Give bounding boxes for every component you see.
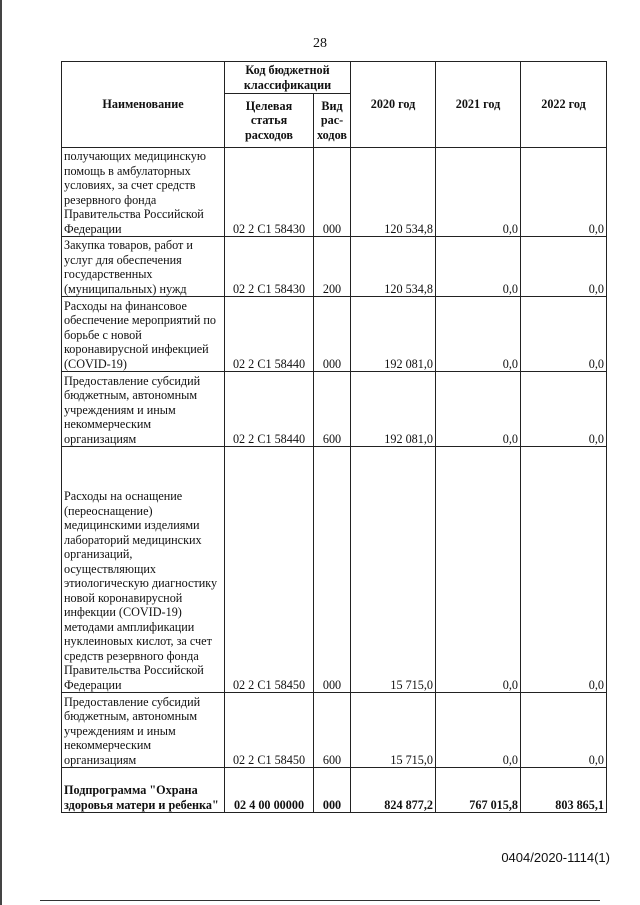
row-2021: 0,0 bbox=[436, 148, 521, 237]
row-2020: 15 715,0 bbox=[351, 693, 436, 768]
row-name: Подпрограмма "Охрана здоровья матери и ребенка" bbox=[62, 768, 225, 813]
budget-table bbox=[61, 61, 607, 813]
table-row bbox=[62, 372, 607, 447]
row-2021: 0,0 bbox=[436, 297, 521, 372]
row-name: Расходы на финансовое обеспечение мероприятий по борьбе с новой коронавирусной инфекцией (COVID-19) bbox=[62, 297, 225, 372]
header-vid: Вид рас-ходов bbox=[314, 94, 351, 148]
row-name: Предоставление субсидий бюджетным, автономным учреждениям и иным некоммерческим организациям bbox=[62, 693, 225, 768]
row-2020: 192 081,0 bbox=[351, 297, 436, 372]
row-2021: 0,0 bbox=[436, 447, 521, 693]
table-row bbox=[62, 297, 607, 372]
row-2020: 15 715,0 bbox=[351, 447, 436, 693]
row-2020: 120 534,8 bbox=[351, 148, 436, 237]
row-2020: 192 081,0 bbox=[351, 372, 436, 447]
row-name: Расходы на оснащение (переоснащение) медицинскими изделиями лабораторий медицинских организаций, осуществляющих этиологическую диагностику новой коронавирусной инфекции (COVID-19) методами амплификации нуклеиновых кислот, за счет средств резервного фонда Правительства Российской Федерации bbox=[62, 447, 225, 693]
row-2022: 0,0 bbox=[521, 297, 607, 372]
table-row bbox=[62, 237, 607, 297]
row-vid: 600 bbox=[314, 693, 351, 768]
row-code: 02 2 С1 58430 bbox=[225, 148, 314, 237]
scan-bottom-line bbox=[40, 900, 600, 901]
row-vid: 000 bbox=[314, 148, 351, 237]
row-2020: 120 534,8 bbox=[351, 237, 436, 297]
page-number: 28 bbox=[313, 36, 327, 51]
row-name: Предоставление субсидий бюджетным, автономным учреждениям и иным некоммерческим организациям bbox=[62, 372, 225, 447]
row-2022: 0,0 bbox=[521, 372, 607, 447]
row-vid: 000 bbox=[314, 297, 351, 372]
row-2022: 0,0 bbox=[521, 693, 607, 768]
row-name: Закупка товаров, работ и услуг для обеспечения государственных (муниципальных) нужд bbox=[62, 237, 225, 297]
row-2022: 803 865,1 bbox=[521, 768, 607, 813]
header-2020: 2020 год bbox=[351, 62, 436, 148]
header-2021: 2021 год bbox=[436, 62, 521, 148]
row-2022: 0,0 bbox=[521, 148, 607, 237]
row-2021: 767 015,8 bbox=[436, 768, 521, 813]
table-row bbox=[62, 148, 607, 237]
row-2022: 0,0 bbox=[521, 447, 607, 693]
header-name: Наименование bbox=[62, 62, 225, 148]
row-name: получающих медицинскую помощь в амбулаторных условиях, за счет средств резервного фонда Правительства Российской Федерации bbox=[62, 148, 225, 237]
header-2022: 2022 год bbox=[521, 62, 607, 148]
row-code: 02 2 С1 58440 bbox=[225, 372, 314, 447]
row-vid: 000 bbox=[314, 447, 351, 693]
row-2021: 0,0 bbox=[436, 693, 521, 768]
row-2020: 824 877,2 bbox=[351, 768, 436, 813]
row-vid: 200 bbox=[314, 237, 351, 297]
row-vid: 000 bbox=[314, 768, 351, 813]
row-code: 02 2 С1 58430 bbox=[225, 237, 314, 297]
row-code: 02 2 С1 58450 bbox=[225, 447, 314, 693]
row-2021: 0,0 bbox=[436, 372, 521, 447]
header-target: Целевая статья расходов bbox=[225, 94, 314, 148]
table-row bbox=[62, 447, 607, 693]
table-row bbox=[62, 693, 607, 768]
row-2021: 0,0 bbox=[436, 237, 521, 297]
row-code: 02 4 00 00000 bbox=[225, 768, 314, 813]
row-code: 02 2 С1 58450 bbox=[225, 693, 314, 768]
row-vid: 600 bbox=[314, 372, 351, 447]
document-number: 0404/2020-1114(1) bbox=[501, 850, 610, 865]
scan-edge-line bbox=[0, 0, 2, 905]
header-code-group: Код бюджетной классификации bbox=[225, 62, 351, 94]
table-row bbox=[62, 768, 607, 813]
row-2022: 0,0 bbox=[521, 237, 607, 297]
row-code: 02 2 С1 58440 bbox=[225, 297, 314, 372]
